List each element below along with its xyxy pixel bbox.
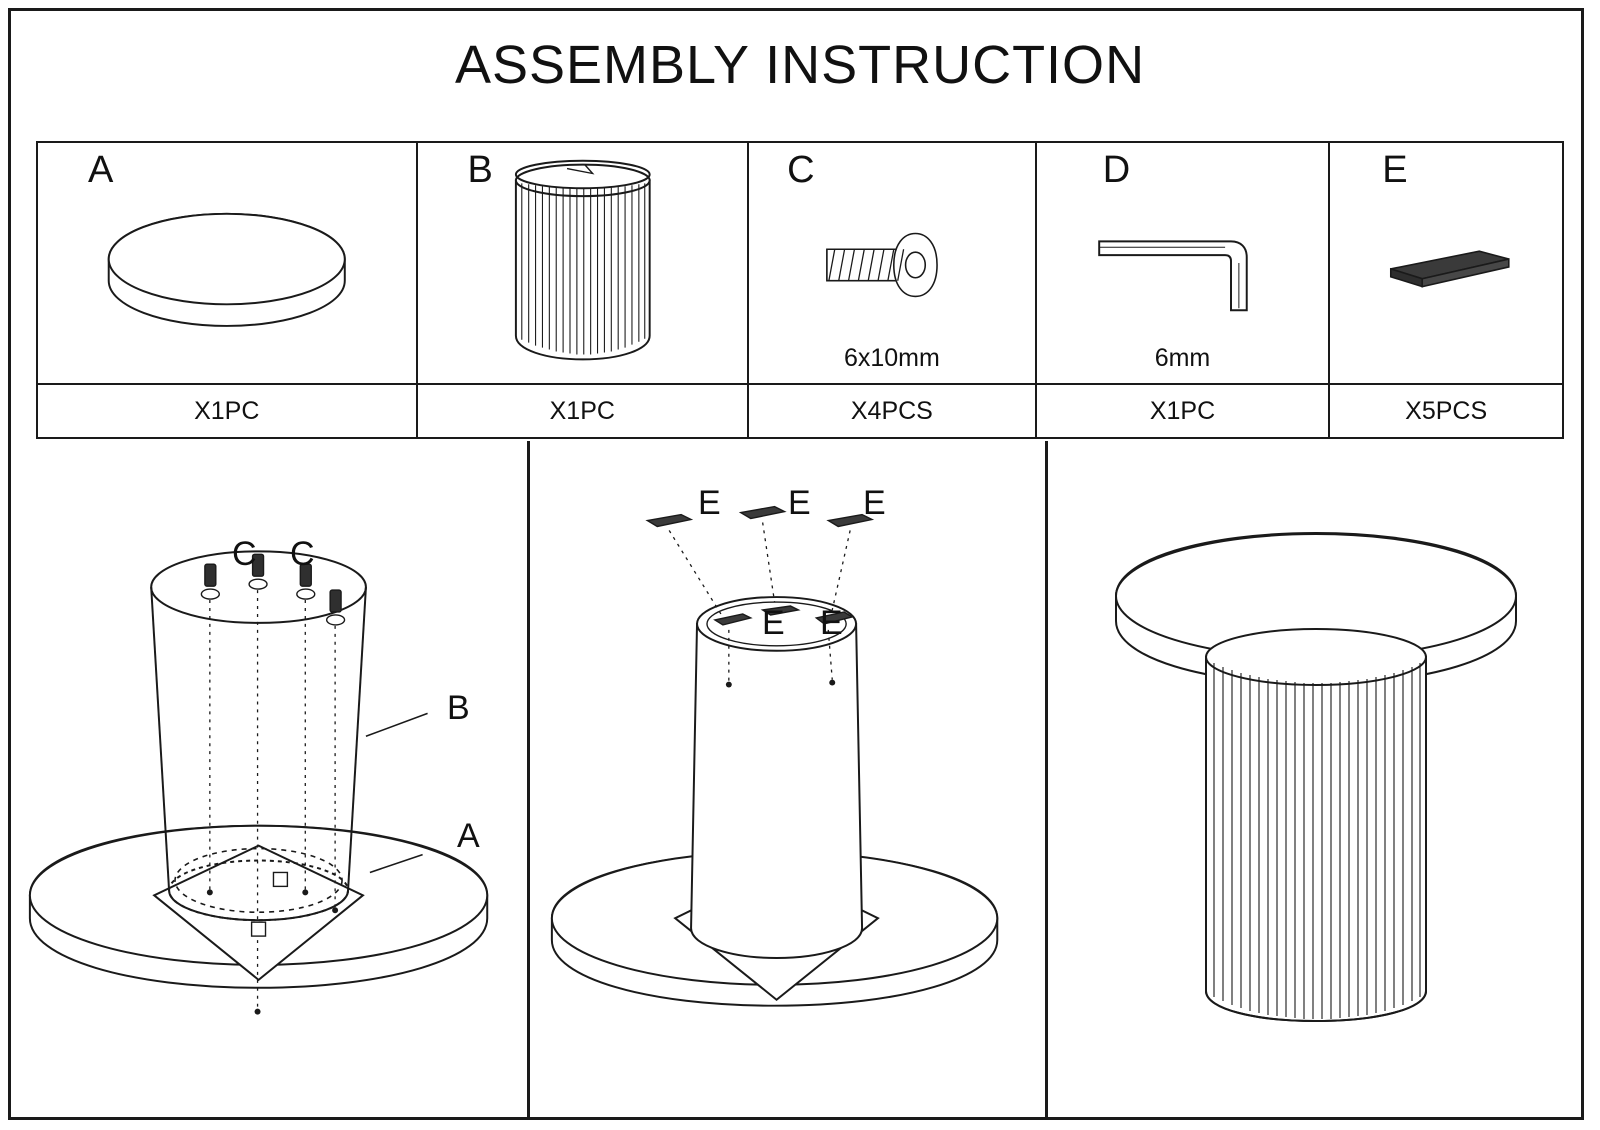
parts-table xyxy=(36,141,1564,439)
felt-pad-icon xyxy=(1330,143,1562,383)
part-qty-e: X5PCS xyxy=(1405,397,1488,425)
parts-cell-c xyxy=(749,143,1037,437)
step-1-label-c-right: C xyxy=(290,535,315,573)
step-2-label-e-mid-left: E xyxy=(762,604,785,642)
parts-cell-e xyxy=(1330,143,1562,437)
step-1-illustration xyxy=(10,441,527,1119)
part-qty-d: X1PC xyxy=(1149,397,1216,425)
part-letter-c: C xyxy=(787,149,815,191)
step-1-label-a: A xyxy=(457,817,480,855)
step-1-label-b: B xyxy=(447,689,470,727)
step-2-label-e-mid-right: E xyxy=(820,604,843,642)
step-panel-1 xyxy=(10,441,530,1119)
parts-cell-c-illustration xyxy=(749,143,1035,385)
step-2-label-e-top-mid: E xyxy=(788,484,811,522)
parts-cell-b xyxy=(418,143,750,437)
step-3-illustration xyxy=(1048,441,1584,1119)
part-dimension-d: 6mm xyxy=(1154,344,1211,372)
parts-cell-d-illustration xyxy=(1037,143,1329,385)
parts-cell-a-illustration xyxy=(38,143,416,385)
step-panel-3 xyxy=(1048,441,1584,1119)
step-2-label-e-top-right: E xyxy=(863,484,886,522)
part-qty-c: X4PCS xyxy=(850,397,933,425)
fluted-cylinder-base-icon xyxy=(418,143,748,383)
part-letter-e: E xyxy=(1382,149,1408,191)
parts-cell-b-illustration xyxy=(418,143,748,385)
assembly-steps xyxy=(10,441,1584,1119)
step-panel-2 xyxy=(530,441,1048,1119)
page-title: ASSEMBLY INSTRUCTION xyxy=(454,35,1146,95)
step-2-illustration xyxy=(530,441,1045,1119)
step-1-label-c-left: C xyxy=(232,535,257,573)
parts-cell-d xyxy=(1037,143,1331,437)
part-letter-d: D xyxy=(1102,149,1131,191)
round-tabletop-icon xyxy=(38,143,416,383)
parts-cell-a xyxy=(38,143,418,437)
part-dimension-c: 6x10mm xyxy=(843,344,940,372)
part-qty-b: X1PC xyxy=(549,397,615,425)
part-letter-b: B xyxy=(467,149,493,191)
part-letter-a: A xyxy=(88,149,114,191)
parts-cell-e-illustration xyxy=(1330,143,1562,385)
part-qty-a: X1PC xyxy=(194,397,260,425)
step-2-label-e-top-left: E xyxy=(698,484,721,522)
